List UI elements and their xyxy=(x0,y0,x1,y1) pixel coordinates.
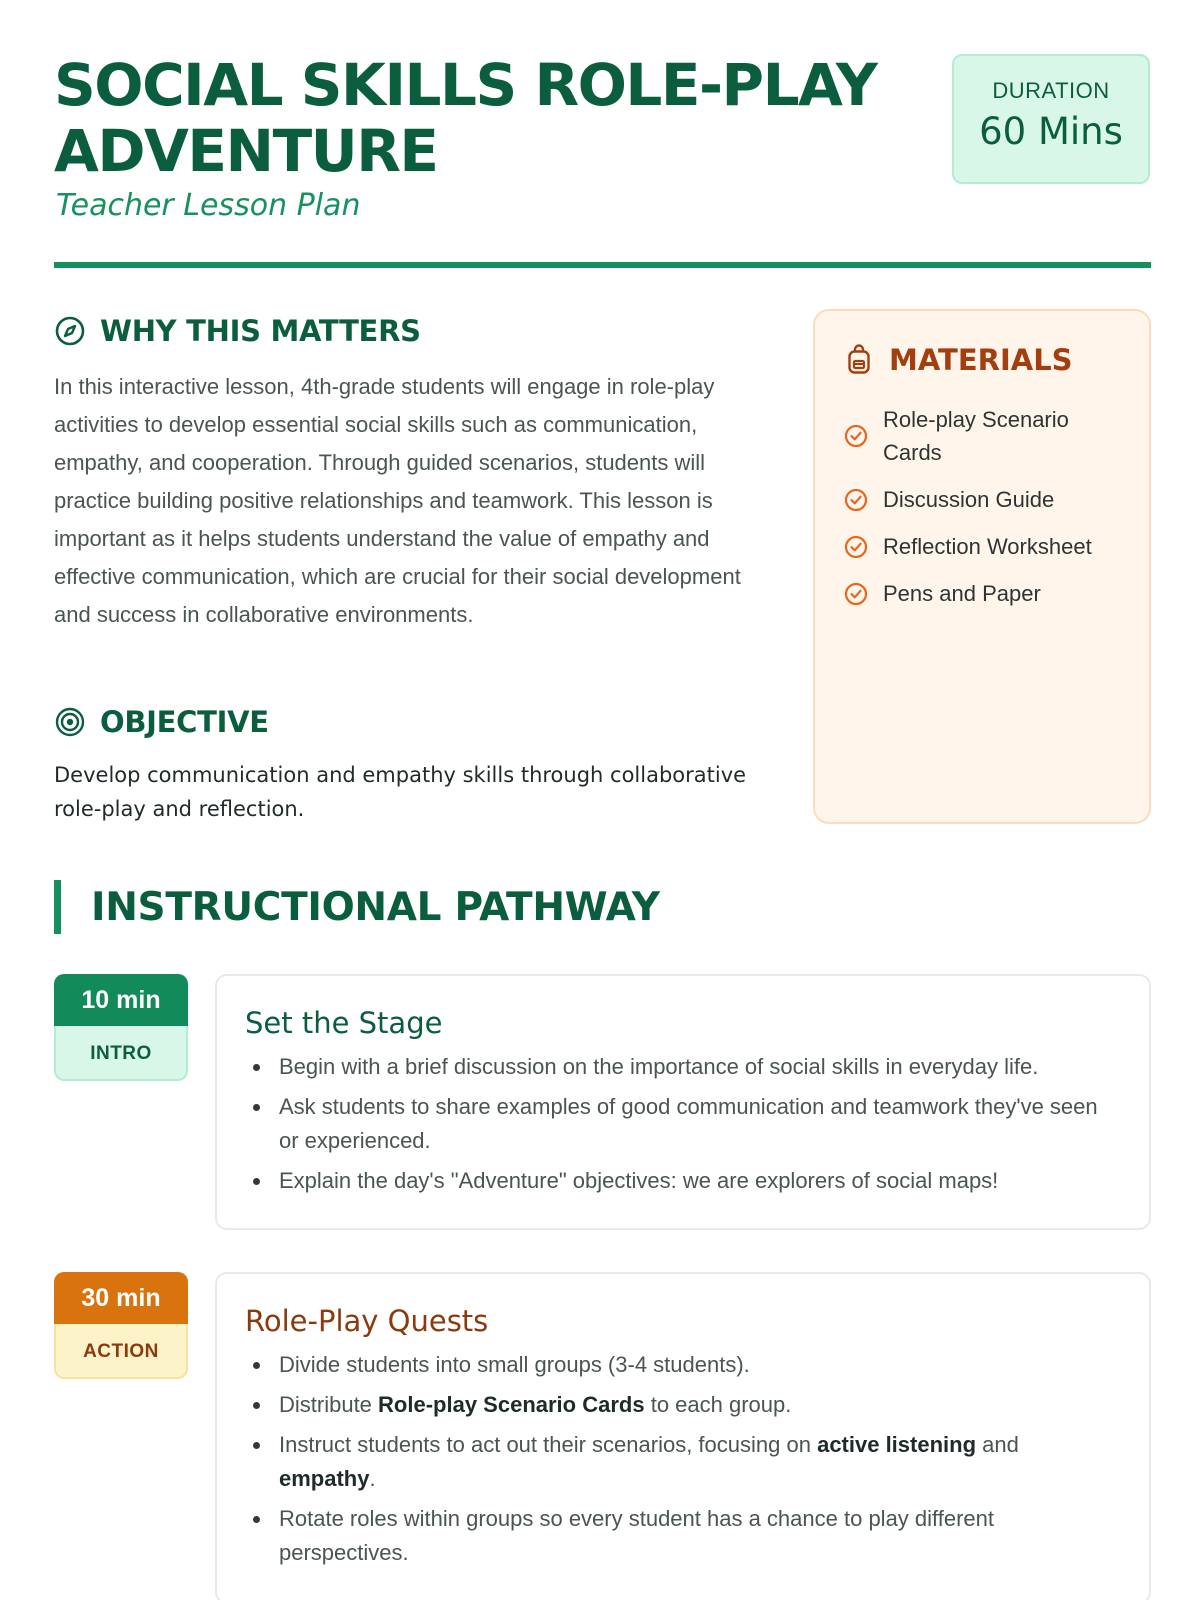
bullet-text: Instruct students to act out their scenarios, focusing on xyxy=(279,1432,818,1457)
materials-card xyxy=(813,309,1151,824)
materials-heading: MATERIALS xyxy=(889,343,1073,377)
duration-value: 60 Mins xyxy=(979,110,1123,153)
bullet-text: to each group. xyxy=(644,1392,792,1417)
target-icon xyxy=(54,706,86,738)
step-time-badge xyxy=(54,974,188,1081)
step-bullet xyxy=(251,1348,1121,1382)
step-card xyxy=(215,974,1151,1230)
check-circle-icon xyxy=(843,534,869,560)
step-bullet xyxy=(251,1164,1121,1198)
materials-heading-row xyxy=(843,343,1073,377)
step-title: Role-Play Quests xyxy=(245,1304,489,1338)
materials-item-label: Reflection Worksheet xyxy=(883,534,1092,559)
step-bullet xyxy=(251,1050,1121,1084)
materials-item-label: Pens and Paper xyxy=(883,581,1041,606)
step-bullet xyxy=(251,1428,1121,1496)
step-time: 10 min xyxy=(54,974,188,1026)
pathway-heading: INSTRUCTIONAL PATHWAY xyxy=(91,884,660,930)
step-time: 30 min xyxy=(54,1272,188,1324)
header-divider xyxy=(54,262,1151,268)
bullet-text: Rotate roles within groups so every student has a chance to play different perspectives. xyxy=(279,1506,995,1565)
pathway-heading-row xyxy=(54,880,660,934)
compass-icon xyxy=(54,315,86,347)
bullet-emphasis: Role-play Scenario Cards xyxy=(378,1392,645,1417)
materials-item-label: Discussion Guide xyxy=(883,487,1055,512)
step-bullet-list xyxy=(245,1050,1121,1198)
title-line-2: ADVENTURE xyxy=(54,117,438,185)
step-bullet xyxy=(251,1502,1121,1570)
objective-heading: OBJECTIVE xyxy=(100,705,269,739)
materials-item xyxy=(843,577,1133,610)
step-bullet xyxy=(251,1388,1121,1422)
step-card xyxy=(215,1272,1151,1600)
why-paragraph: In this interactive lesson, 4th-grade students will engage in role-play activities to develop essential social skills such as communication, empathy, and cooperation. Through guided scenarios, students will practice building positive relationships and teamwork. This lesson is important as it helps students understand the value of empathy and effective communication, which are crucial for their social development and success in collaborative environments. xyxy=(54,374,741,627)
step-bullet xyxy=(251,1090,1121,1158)
bullet-text: Divide students into small groups (3-4 students). xyxy=(279,1352,750,1377)
materials-item xyxy=(843,530,1133,563)
backpack-icon xyxy=(843,344,875,376)
step-bullet-list xyxy=(245,1348,1121,1570)
check-circle-icon xyxy=(843,581,869,607)
bullet-text: Ask students to share examples of good communication and teamwork they've seen or experienced. xyxy=(279,1094,1098,1153)
why-heading: WHY THIS MATTERS xyxy=(100,314,421,348)
step-time-badge xyxy=(54,1272,188,1379)
duration-badge xyxy=(952,54,1150,184)
bullet-text: Explain the day's "Adventure" objectives: we are explorers of social maps! xyxy=(279,1168,999,1193)
objective-paragraph: Develop communication and empathy skills through collaborative role-play and reflection. xyxy=(54,763,747,821)
page-subtitle: Teacher Lesson Plan xyxy=(56,188,361,223)
materials-item xyxy=(843,403,1133,469)
bullet-emphasis: active listening xyxy=(817,1432,977,1457)
check-circle-icon xyxy=(843,423,869,449)
step-phase: INTRO xyxy=(54,1026,188,1081)
check-circle-icon xyxy=(843,487,869,513)
objective-section-heading xyxy=(54,705,269,739)
page-title xyxy=(54,52,894,184)
bullet-text: . xyxy=(369,1466,376,1491)
materials-list xyxy=(843,403,1133,624)
bullet-text: and xyxy=(976,1432,1019,1457)
step-title: Set the Stage xyxy=(245,1006,443,1040)
duration-label: DURATION xyxy=(992,78,1110,103)
materials-item xyxy=(843,483,1133,516)
bullet-emphasis: empathy xyxy=(279,1466,370,1491)
step-phase: ACTION xyxy=(54,1324,188,1379)
why-section-heading xyxy=(54,314,421,348)
materials-item-label: Role-play Scenario Cards xyxy=(883,407,1069,465)
title-line-1: SOCIAL SKILLS ROLE-PLAY xyxy=(54,51,877,119)
bullet-text: Distribute xyxy=(279,1392,379,1417)
bullet-text: Begin with a brief discussion on the importance of social skills in everyday life. xyxy=(279,1054,1039,1079)
